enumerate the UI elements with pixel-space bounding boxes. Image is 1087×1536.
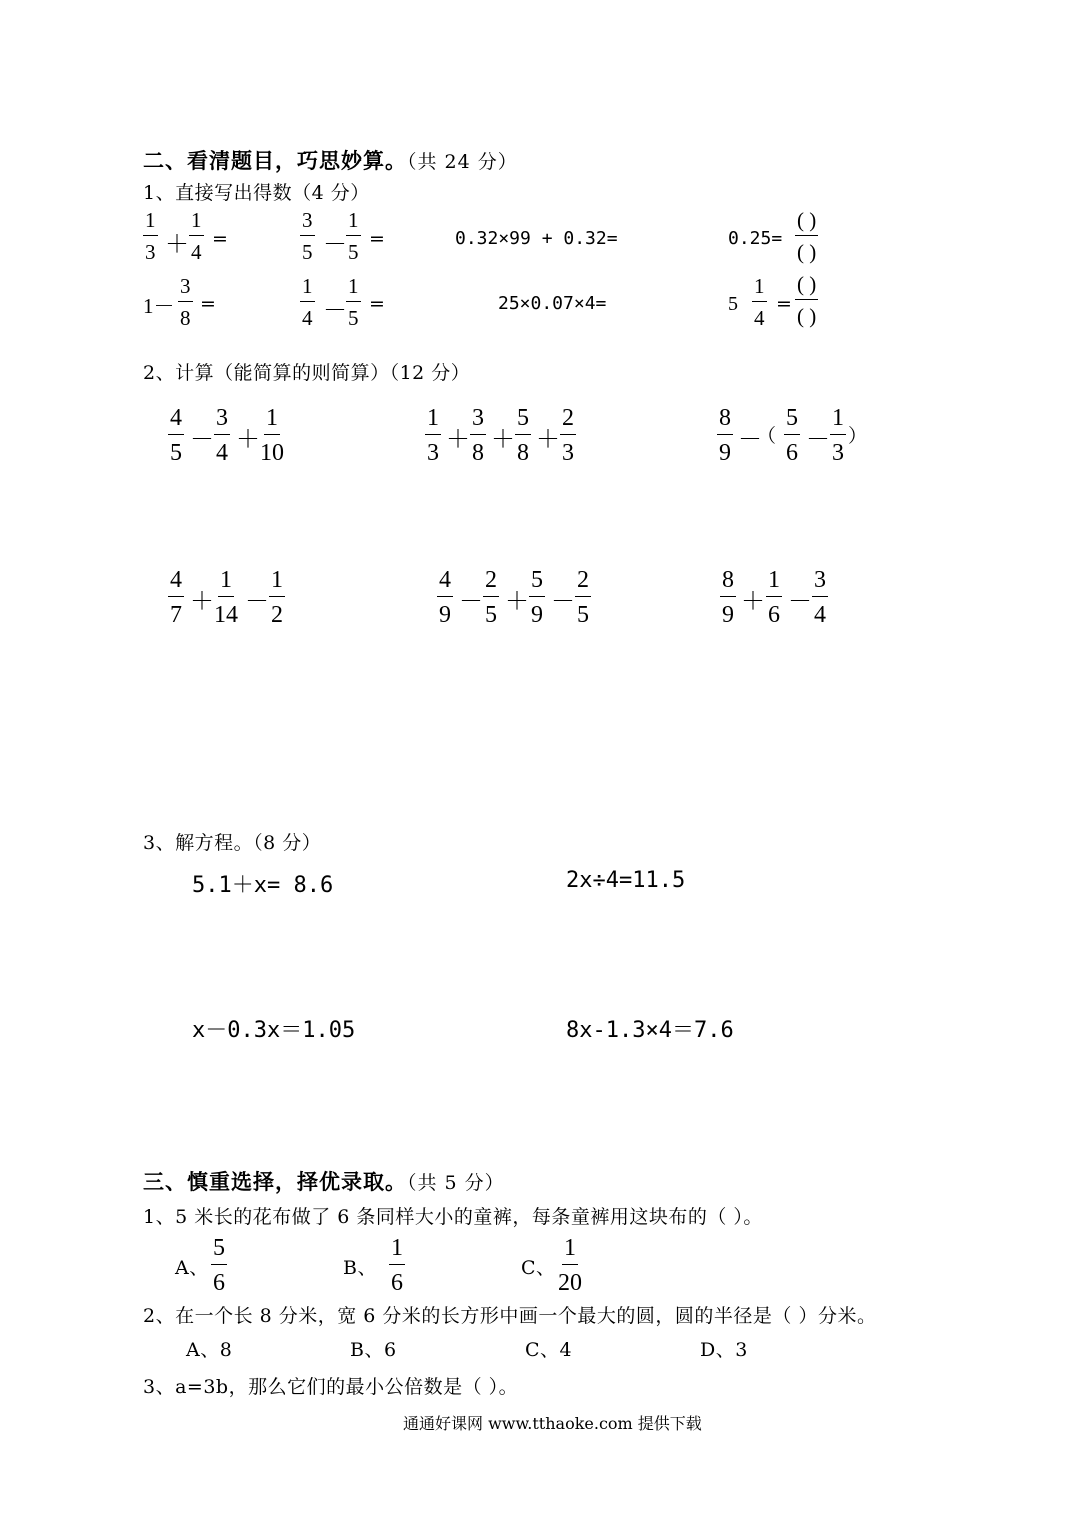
choice-q1-text: 1、5 米长的花布做了 6 条同样大小的童裤，每条童裤用这块布的（ ）。 (143, 1206, 763, 1228)
fraction: $\frac{1}{3}$ (145, 208, 156, 264)
operator: ＋ (236, 427, 260, 453)
paren-open: （ (757, 426, 777, 447)
operator: ＋ (165, 232, 189, 258)
fraction: $\frac{1}{3}$ (427, 405, 439, 466)
fraction: $\frac{2}{5}$ (577, 567, 589, 628)
fraction: $\frac{1}{2}$ (271, 567, 283, 628)
fraction: $\frac{3}{8}$ (472, 405, 484, 466)
equation: 2x÷4=11.5 (566, 868, 686, 893)
fraction: $\frac{3}{8}$ (180, 274, 191, 330)
equals: = (369, 293, 385, 315)
operator: ＋ (505, 589, 529, 615)
fraction: $\frac{1}{4}$ (754, 274, 765, 330)
operator: － (323, 232, 347, 258)
equals: = (776, 293, 792, 315)
fraction: $\frac{5}{9}$ (531, 567, 543, 628)
fraction: $\frac{8}{9}$ (722, 567, 734, 628)
operator: － (323, 298, 347, 324)
option-a-label: A、 (175, 1257, 209, 1279)
blank-fraction: ( ) ( ) (797, 272, 817, 328)
q3-label: 3、解方程。（8 分） (143, 832, 322, 854)
q1-label: 1、直接写出得数（4 分） (143, 182, 370, 204)
section3-points: （共 5 分） (407, 1172, 505, 1194)
option-a: A、8 (186, 1339, 233, 1361)
operator: ＋ (190, 589, 214, 615)
option-c: C、4 (525, 1339, 573, 1361)
choice-q2-text: 2、在一个长 8 分米，宽 6 分米的长方形中画一个最大的圆，圆的半径是（ ）分米。 (143, 1305, 877, 1327)
expression: 25×0.07×4= (498, 293, 607, 314)
operator: － (190, 427, 214, 453)
whole-number: 5 (728, 293, 738, 315)
operator: ＋ (446, 427, 470, 453)
operator: － (788, 589, 812, 615)
fraction: $\frac{1}{4}$ (302, 274, 313, 330)
section2-title (143, 145, 518, 175)
fraction: $\frac{2}{5}$ (485, 567, 497, 628)
operator: － (459, 589, 483, 615)
fraction: $\frac{3}{4}$ (216, 405, 228, 466)
equals: = (369, 228, 385, 250)
fraction: $\frac{1}{4}$ (191, 208, 202, 264)
footer-credit: 通通好课网 www.tthaoke.com 提供下载 (403, 1414, 702, 1433)
fraction: $\frac{1}{5}$ (348, 274, 359, 330)
equals: = (212, 228, 228, 250)
fraction: $\frac{8}{9}$ (719, 405, 731, 466)
option-c-fraction: $\frac{1}{20}$ (558, 1235, 582, 1296)
section2-title-text: 二、看清题目，巧思妙算。 (143, 148, 407, 173)
operator: － (245, 589, 269, 615)
fraction: $\frac{2}{3}$ (562, 405, 574, 466)
operator: ＋ (536, 427, 560, 453)
option-b-label: B、 (343, 1257, 377, 1279)
fraction: $\frac{3}{4}$ (814, 567, 826, 628)
fraction: $\frac{1}{3}$ (832, 405, 844, 466)
section2-points: （共 24 分） (407, 151, 518, 173)
expression: 0.32×99 + 0.32= (455, 228, 618, 249)
option-d: D、3 (700, 1339, 748, 1361)
expression-prefix: 0.25= (728, 228, 783, 249)
fraction: $\frac{4}{9}$ (439, 567, 451, 628)
fraction: $\frac{5}{8}$ (517, 405, 529, 466)
fraction: $\frac{5}{6}$ (786, 405, 798, 466)
equation: 5.1＋x= 8.6 (192, 873, 334, 898)
option-a-fraction: $\frac{5}{6}$ (213, 1235, 225, 1296)
fraction: $\frac{4}{5}$ (170, 405, 182, 466)
operator: ＋ (491, 427, 515, 453)
section3-title-text: 三、慎重选择，择优录取。 (143, 1169, 407, 1194)
operator: － (806, 427, 830, 453)
option-c-label: C、 (521, 1257, 556, 1279)
equals: = (200, 293, 216, 315)
expression-lead: 1－ (143, 294, 175, 318)
choice-q3-text: 3、a=3b，那么它们的最小公倍数是（ ）。 (143, 1376, 519, 1398)
operator: ＋ (741, 589, 765, 615)
blank-fraction: ( ) ( ) (797, 208, 817, 264)
fraction: $\frac{3}{5}$ (302, 208, 313, 264)
fraction: $\frac{4}{7}$ (170, 567, 182, 628)
equation: 8x-1.3×4＝7.6 (566, 1018, 734, 1043)
q2-label: 2、计算（能简算的则简算）（12 分） (143, 362, 471, 384)
option-b-fraction: $\frac{1}{6}$ (391, 1235, 403, 1296)
fraction: $\frac{1}{10}$ (260, 405, 284, 466)
section3-title (143, 1166, 505, 1196)
operator: － (551, 589, 575, 615)
paren-close: ） (848, 426, 868, 447)
equation: x－0.3x＝1.05 (192, 1018, 356, 1043)
option-b: B、6 (350, 1339, 397, 1361)
operator: － (738, 427, 762, 453)
fraction: $\frac{1}{14}$ (214, 567, 238, 628)
fraction: $\frac{1}{6}$ (768, 567, 780, 628)
fraction: $\frac{1}{5}$ (348, 208, 359, 264)
